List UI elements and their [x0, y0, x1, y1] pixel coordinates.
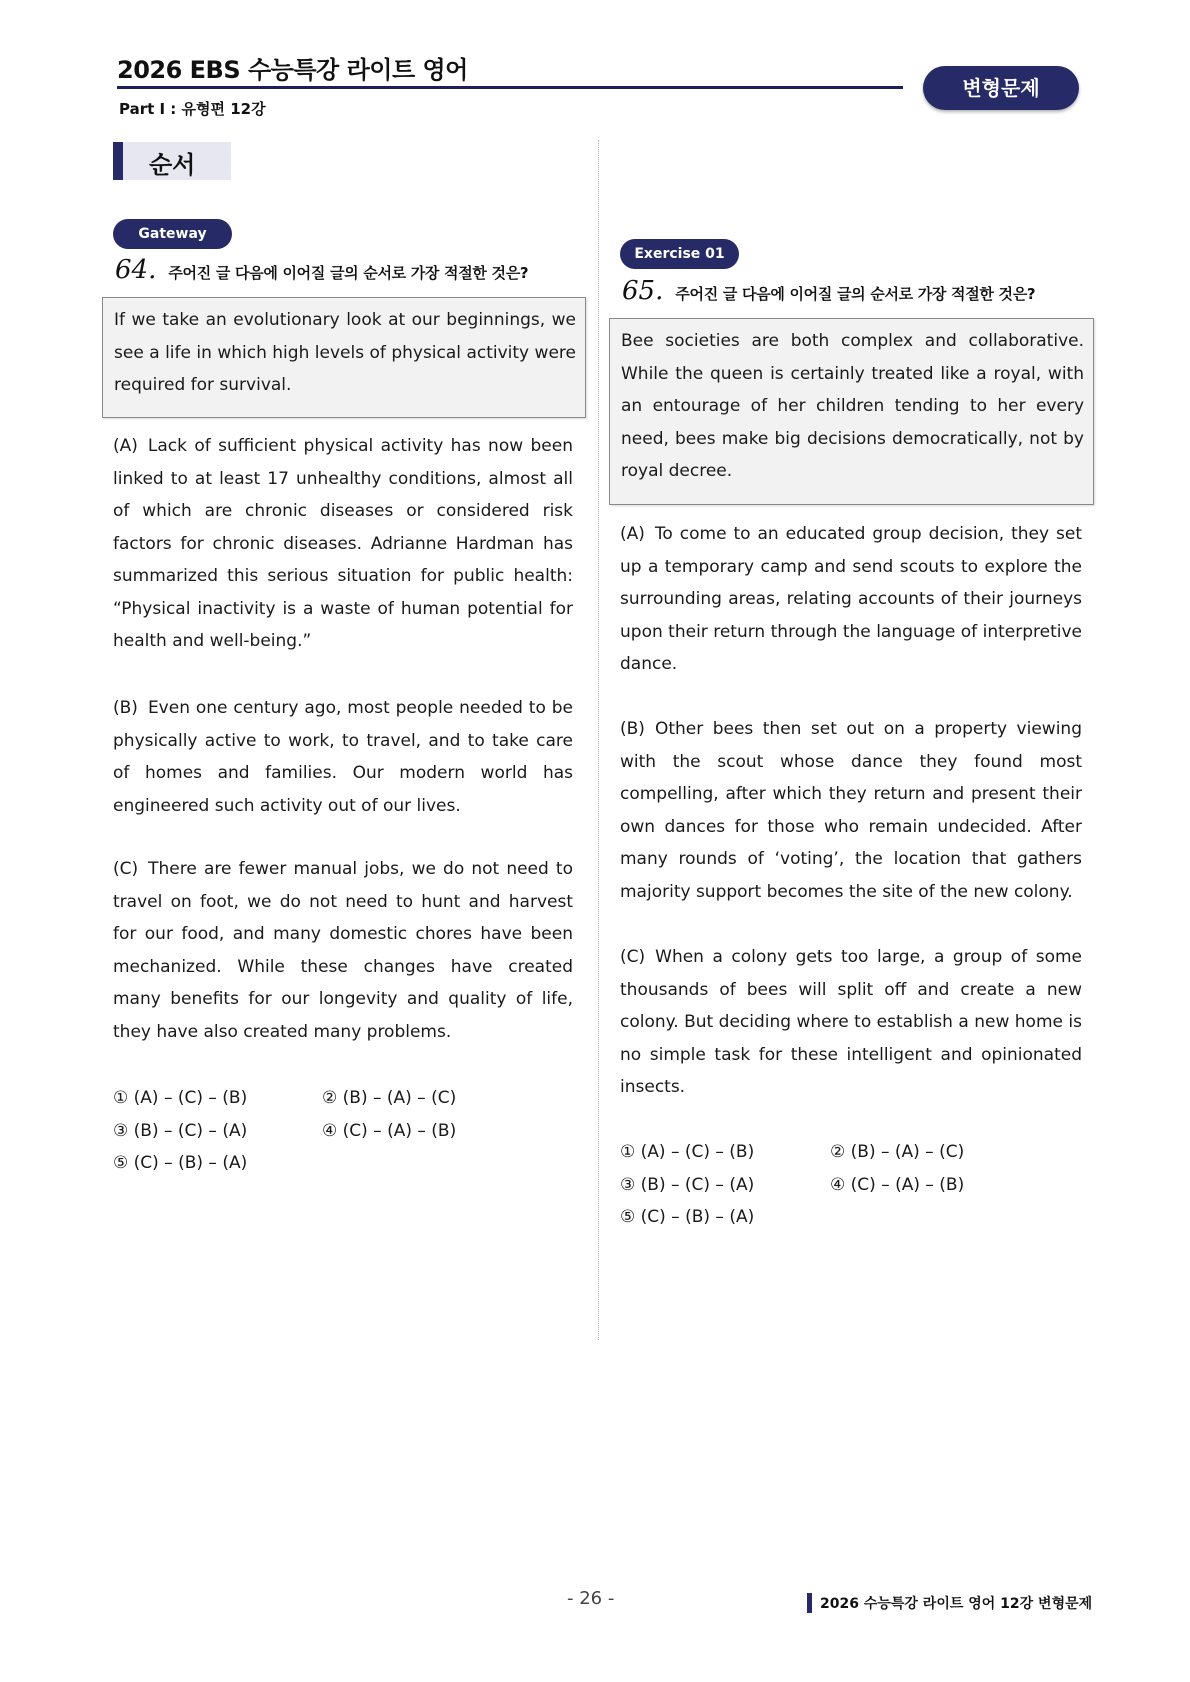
- paragraph-text: Lack of sufficient physical activity has now been linked to at least 17 unhealthy conditions, almost all of which are chronic diseases or considered risk factors for chronic diseases. Adrianne Hardman has summarized this serious situation for public health: “Physical inactivity is a waste of human potential for health and well-being.”: [113, 436, 573, 651]
- paragraph-b: [620, 713, 1082, 908]
- paragraph-text: To come to an educated group decision, they set up a temporary camp and send scouts to explore the surrounding areas, relating accounts of their journeys upon their return through the language of interpretive dance.: [620, 524, 1082, 674]
- paragraph-a: [113, 430, 573, 658]
- paragraph-label: (C): [113, 859, 139, 879]
- paragraph-a: [620, 518, 1082, 681]
- paragraph-text: Other bees then set out on a property viewing with the scout whose dance they found most compelling, after which they return and present their own dances for those who remain undecided. After many rounds of ‘voting’, the location that gathers majority support becomes the site of the new colony.: [620, 719, 1082, 902]
- section-tag: [113, 142, 231, 180]
- given-passage: Bee societies are both complex and collaborative. While the queen is certainly treated like a royal, with an entourage of her children tending to her every need, bees make big decisions democratically, not by royal decree.: [621, 331, 1084, 481]
- paragraph-label: (B): [620, 719, 645, 739]
- paragraph-label: (B): [113, 698, 138, 718]
- gateway-pill: Gateway: [113, 219, 232, 249]
- given-passage: If we take an evolutionary look at our beginnings, we see a life in which high levels of physical activity were required for survival.: [114, 310, 576, 395]
- option-4[interactable]: ④ (C) – (A) – (B): [830, 1175, 965, 1195]
- given-passage-box: [102, 297, 586, 418]
- option-2[interactable]: ② (B) – (A) – (C): [322, 1088, 457, 1108]
- question-prompt: 주어진 글 다음에 이어질 글의 순서로 가장 적절한 것은?: [168, 264, 529, 282]
- option-2[interactable]: ② (B) – (A) – (C): [830, 1142, 965, 1162]
- header-rule: [117, 86, 903, 89]
- option-5[interactable]: ⑤ (C) – (B) – (A): [113, 1153, 248, 1173]
- question-number: 65.: [622, 276, 664, 306]
- footer-text: 2026 수능특강 라이트 영어 12강 변형문제: [820, 1596, 1093, 1612]
- option-3[interactable]: ③ (B) – (C) – (A): [620, 1175, 755, 1195]
- footer-label: [807, 1592, 1092, 1614]
- question-number: 64.: [115, 255, 157, 285]
- paragraph-label: (A): [620, 524, 645, 544]
- paragraph-c: [113, 853, 573, 1048]
- variant-badge: 변형문제: [923, 66, 1079, 110]
- option-5[interactable]: ⑤ (C) – (B) – (A): [620, 1207, 755, 1227]
- option-1[interactable]: ① (A) – (C) – (B): [620, 1142, 755, 1162]
- paragraph-text: When a colony gets too large, a group of some thousands of bees will split off and create a new colony. But deciding where to establish a new home is no simple task for these intelligent and opinionated insects.: [620, 947, 1082, 1097]
- paragraph-text: There are fewer manual jobs, we do not need to travel on foot, we do not need to hunt and harvest for our food, and many domestic chores have been mechanized. While these changes have created many benefits for our longevity and quality of life, they have also created many problems.: [113, 859, 573, 1042]
- document-title: 2026 EBS 수능특강 라이트 영어: [117, 56, 468, 84]
- option-1[interactable]: ① (A) – (C) – (B): [113, 1088, 248, 1108]
- page-number: - 26 -: [567, 1588, 615, 1609]
- footer-bar: [807, 1593, 812, 1613]
- exercise-pill: Exercise 01: [620, 239, 739, 269]
- question-65-header: [622, 276, 1035, 306]
- given-passage-box: [609, 318, 1094, 505]
- paragraph-label: (A): [113, 436, 138, 456]
- column-divider: [598, 140, 599, 1340]
- question-prompt: 주어진 글 다음에 이어질 글의 순서로 가장 적절한 것은?: [675, 285, 1036, 303]
- question-64-header: [115, 255, 528, 285]
- section-label: 순서: [149, 151, 196, 179]
- option-4[interactable]: ④ (C) – (A) – (B): [322, 1121, 457, 1141]
- paragraph-label: (C): [620, 947, 646, 967]
- paragraph-b: [113, 692, 573, 822]
- paragraph-c: [620, 941, 1082, 1104]
- part-subtitle: Part Ⅰ : 유형편 12강: [119, 100, 266, 118]
- option-3[interactable]: ③ (B) – (C) – (A): [113, 1121, 248, 1141]
- paragraph-text: Even one century ago, most people needed to be physically active to work, to travel, and to take care of homes and families. Our modern world has engineered such activity out of our lives.: [113, 698, 573, 816]
